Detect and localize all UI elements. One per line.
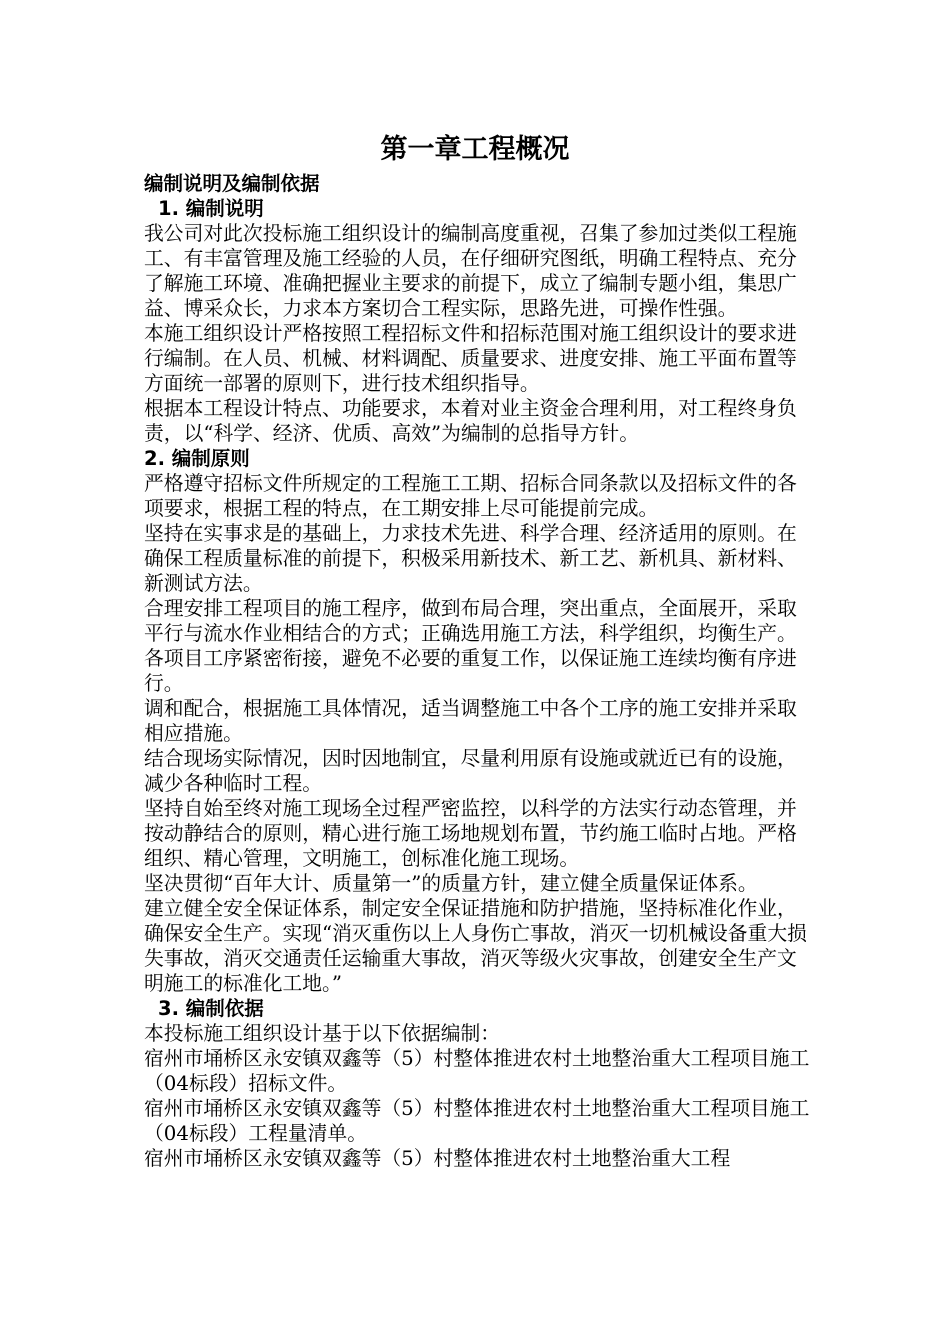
chapter-title: 第一章工程概况	[380, 134, 570, 165]
subsection-heading-3: 3. 编制依据	[158, 997, 264, 1020]
document-body	[144, 171, 812, 1171]
subsection-heading-2: 2. 编制原则	[144, 447, 250, 470]
paragraph: 我公司对此次投标施工组织设计的编制高度重视，召集了参加过类似工程施工、有丰富管理及施工经验的人员，在仔细研究图纸，明确工程特点、充分了解施工环境、准确把握业主要求的前提下，成立了编制专题小组，集思广益、博采众长，力求本方案切合工程实际，思路先进，可操作性强。	[144, 222, 797, 320]
paragraph: 严格遵守招标文件所规定的工程施工工期、招标合同条款以及招标文件的各项要求，根据工程的特点，在工期安排上尽可能提前完成。	[144, 472, 797, 520]
paragraph: 坚持在实事求是的基础上，力求技术先进、科学合理、经济适用的原则。在确保工程质量标准的前提下，积极采用新技术、新工艺、新机具、新材料、新测试方法。	[144, 522, 797, 595]
paragraph: 建立健全安全保证体系，制定安全保证措施和防护措施，坚持标准化作业，确保安全生产。实现“消灭重伤以上人身伤亡事故，消灭一切机械设备重大损失事故，消灭交通责任运输重大事故，消灭等级火灾事故，创建安全生产文明施工的标准化工地。”	[144, 897, 807, 995]
paragraph: 宿州市埇桥区永安镇双鑫等（5）村整体推进农村土地整治重大工程项目施工（04标段）招标文件。	[144, 1047, 810, 1095]
paragraph: 宿州市埇桥区永安镇双鑫等（5）村整体推进农村土地整治重大工程项目施工（04标段）工程量清单。	[144, 1097, 810, 1145]
paragraph: 合理安排工程项目的施工程序，做到布局合理，突出重点，全面展开，采取平行与流水作业相结合的方式；正确选用施工方法，科学组织，均衡生产。各项目工序紧密衔接，避免不必要的重复工作，以保证施工连续均衡有序进行。	[144, 597, 797, 695]
paragraph: 宿州市埇桥区永安镇双鑫等（5）村整体推进农村土地整治重大工程	[144, 1147, 731, 1170]
section-heading: 编制说明及编制依据	[144, 172, 320, 195]
paragraph: 本施工组织设计严格按照工程招标文件和招标范围对施工组织设计的要求进行编制。在人员、机械、材料调配、质量要求、进度安排、施工平面布置等方面统一部署的原则下，进行技术组织指导。	[144, 322, 797, 395]
paragraph: 调和配合，根据施工具体情况，适当调整施工中各个工序的施工安排并采取相应措施。	[144, 697, 797, 745]
subsection-heading-1: 1. 编制说明	[158, 197, 264, 220]
paragraph: 坚决贯彻“百年大计、质量第一”的质量方针，建立健全质量保证体系。	[144, 872, 758, 895]
paragraph: 坚持自始至终对施工现场全过程严密监控，以科学的方法实行动态管理，并按动静结合的原则，精心进行施工场地规划布置，节约施工临时占地。严格组织、精心管理，文明施工，创标准化施工现场。	[144, 797, 797, 870]
paragraph: 结合现场实际情况，因时因地制宜，尽量利用原有设施或就近已有的设施，减少各种临时工程。	[144, 747, 797, 795]
paragraph: 根据本工程设计特点、功能要求，本着对业主资金合理利用，对工程终身负责，以“科学、经济、优质、高效”为编制的总指导方针。	[144, 397, 797, 445]
paragraph: 本投标施工组织设计基于以下依据编制：	[144, 1022, 501, 1045]
